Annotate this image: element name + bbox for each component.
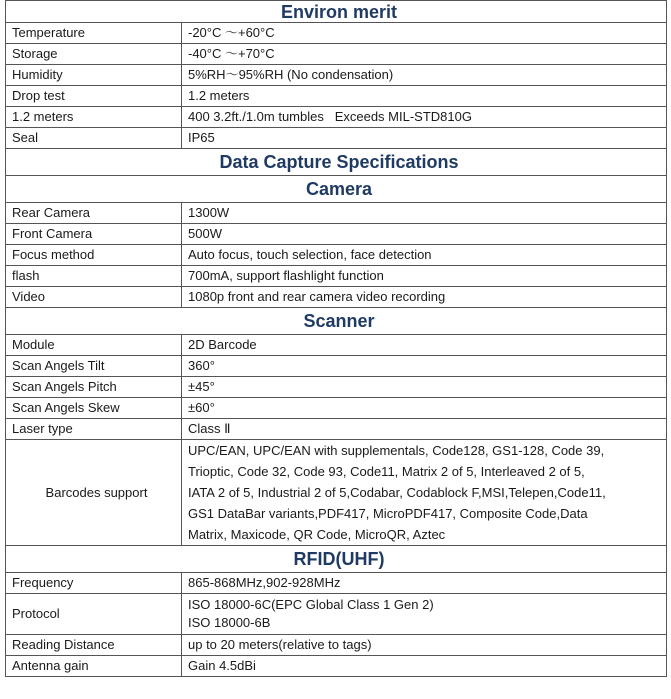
table-row (6, 86, 667, 107)
row-label: Temperature (6, 23, 182, 44)
row-label: Module (6, 335, 182, 356)
row-label: Scan Angels Skew (6, 398, 182, 419)
table-row (6, 656, 667, 677)
row-value: Class Ⅱ (182, 419, 667, 440)
table-row (6, 203, 667, 224)
row-value: 700mA, support flashlight function (182, 266, 667, 287)
row-value: 400 3.2ft./1.0m tumbles Exceeds MIL-STD810G (182, 107, 667, 128)
row-label: Humidity (6, 65, 182, 86)
row-label: Protocol (6, 594, 182, 635)
table-row (6, 266, 667, 287)
table-row (6, 23, 667, 44)
section-scanner-title: Scanner (6, 308, 667, 335)
row-value: 500W (182, 224, 667, 245)
table-row (6, 377, 667, 398)
row-value: 2D Barcode (182, 335, 667, 356)
table-row (6, 573, 667, 594)
row-label: Focus method (6, 245, 182, 266)
barcode-line: UPC/EAN, UPC/EAN with supplementals, Code128, GS1-128, Code 39, (188, 443, 605, 458)
row-value: 865-868MHz,902-928MHz (182, 573, 667, 594)
barcode-line: IATA 2 of 5, Industrial 2 of 5,Codabar, Codablock F,MSI,Telepen,Code11, (188, 485, 606, 500)
section-data-capture-title: Data Capture Specifications (6, 149, 667, 176)
barcode-line: Matrix, Maxicode, QR Code, MicroQR, Aztec (188, 527, 446, 542)
row-label: Laser type (6, 419, 182, 440)
row-value (182, 594, 667, 635)
row-value: 1080p front and rear camera video recording (182, 287, 667, 308)
row-label: Video (6, 287, 182, 308)
table-row (6, 440, 667, 546)
protocol-line: ISO 18000-6C(EPC Global Class 1 Gen 2) (188, 597, 434, 612)
row-label: Rear Camera (6, 203, 182, 224)
section-camera-title: Camera (6, 176, 667, 203)
protocol-line: ISO 18000-6B (188, 615, 271, 630)
table-row (6, 356, 667, 377)
row-value: Auto focus, touch selection, face detection (182, 245, 667, 266)
table-row (6, 419, 667, 440)
table-row (6, 128, 667, 149)
row-label: Seal (6, 128, 182, 149)
row-label: Storage (6, 44, 182, 65)
barcode-line: GS1 DataBar variants,PDF417, MicroPDF417, Composite Code,Data (188, 506, 588, 521)
spec-table (5, 0, 667, 677)
table-row (6, 224, 667, 245)
section-rfid-title: RFID(UHF) (6, 546, 667, 573)
row-label: Frequency (6, 573, 182, 594)
row-label: Reading Distance (6, 635, 182, 656)
row-value: ±45° (182, 377, 667, 398)
row-label: Drop test (6, 86, 182, 107)
table-row (6, 287, 667, 308)
row-label: Scan Angels Tilt (6, 356, 182, 377)
barcode-line: Trioptic, Code 32, Code 93, Code11, Matrix 2 of 5, Interleaved 2 of 5, (188, 464, 585, 479)
barcodes-value (182, 440, 667, 546)
table-row (6, 65, 667, 86)
row-value: 5%RH～95%RH (No condensation) (182, 65, 667, 86)
row-value: -20°C ～+60°C (182, 23, 667, 44)
row-value: -40°C ～+70°C (182, 44, 667, 65)
table-row (6, 335, 667, 356)
row-value: 360° (182, 356, 667, 377)
table-row (6, 245, 667, 266)
row-value: ±60° (182, 398, 667, 419)
row-label: 1.2 meters (6, 107, 182, 128)
table-row (6, 594, 667, 635)
section-environ-title: Environ merit (6, 1, 667, 23)
row-value: 1.2 meters (182, 86, 667, 107)
table-row (6, 107, 667, 128)
table-row (6, 398, 667, 419)
table-row (6, 635, 667, 656)
row-value: Gain 4.5dBi (182, 656, 667, 677)
row-label: Scan Angels Pitch (6, 377, 182, 398)
row-label: flash (6, 266, 182, 287)
row-label: Antenna gain (6, 656, 182, 677)
table-row (6, 44, 667, 65)
row-value: 1300W (182, 203, 667, 224)
row-value: up to 20 meters(relative to tags) (182, 635, 667, 656)
row-value: IP65 (182, 128, 667, 149)
barcodes-label: Barcodes support (6, 440, 182, 546)
row-label: Front Camera (6, 224, 182, 245)
